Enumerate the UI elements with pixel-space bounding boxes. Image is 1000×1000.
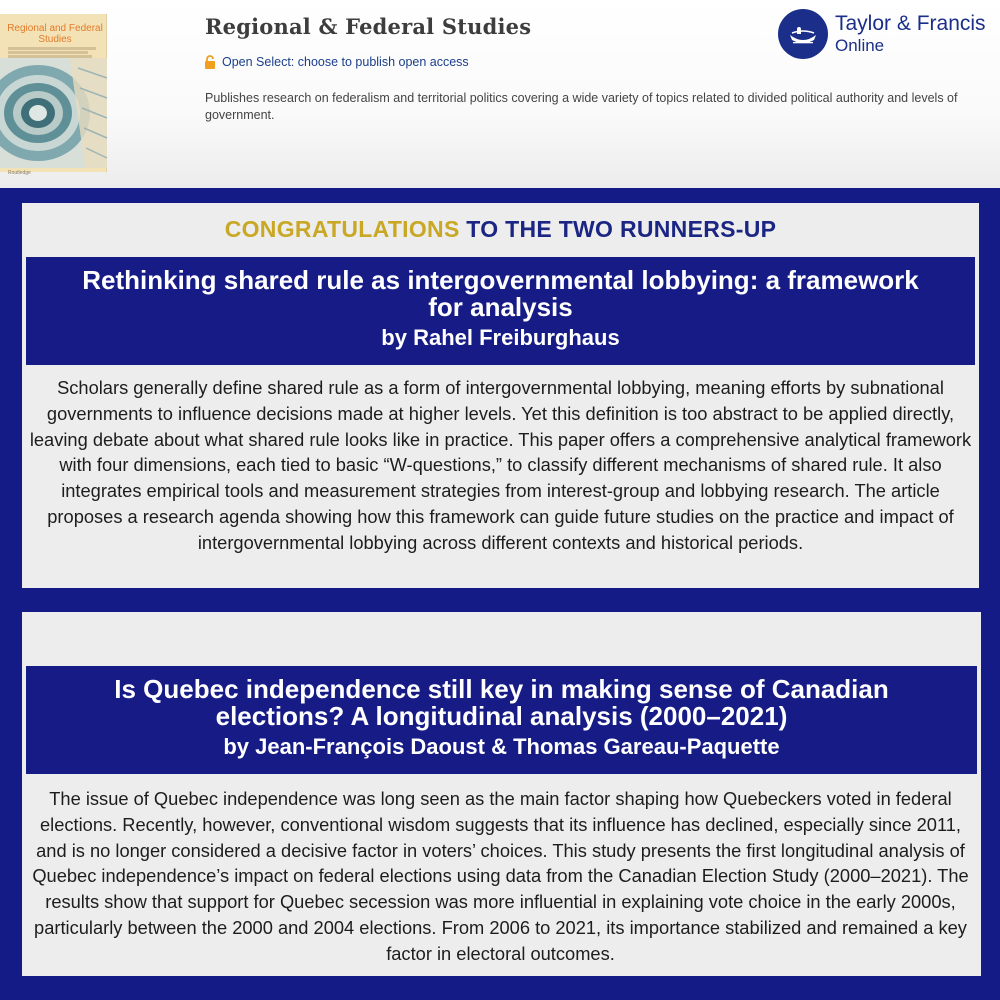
paper-author-2: by Jean-François Daoust & Thomas Gareau-Paquette: [223, 734, 780, 759]
paper-title-2[interactable]: Is Quebec independence still key in making sense of Canadian elections? A longitudinal analysis (2000–2021): [114, 674, 889, 731]
cover-publisher-logo: Routledge: [8, 170, 31, 176]
cover-spiral-art: [0, 58, 107, 168]
logo-online: Online: [835, 36, 885, 55]
taylor-francis-logo[interactable]: [778, 9, 986, 59]
logo-name: Taylor & Francis: [835, 12, 986, 35]
lock-icon: [204, 55, 216, 69]
cover-title: Regional and Federal Studies: [7, 23, 103, 45]
runner-up-card-1: [22, 203, 979, 588]
taylor-francis-logo-icon: [778, 9, 828, 59]
congratulations-highlight: CONGRATULATIONS: [224, 216, 460, 242]
paper-title-band-1: [26, 257, 975, 365]
paper-title-1[interactable]: Rethinking shared rule as intergovernmental lobbying: a framework for analysis: [82, 265, 919, 322]
congratulations-heading: [22, 216, 979, 243]
open-select-label: Open Select: choose to publish open access: [222, 55, 469, 69]
journal-title[interactable]: Regional & Federal Studies: [205, 14, 532, 39]
open-select-link[interactable]: [204, 55, 469, 69]
paper-author-1: by Rahel Freiburghaus: [381, 325, 620, 350]
congratulations-rest: TO THE TWO RUNNERS-UP: [459, 216, 777, 242]
paper-abstract-2: The issue of Quebec independence was long seen as the main factor shaping how Quebeckers voted in federal elections. Recently, however, conventional wisdom suggests that its influence has declined, especially since 2011, and is no longer considered a decisive factor in voters’ choices. This study presents the first longitudinal analysis of Quebec independence’s impact on federal elections using data from the Canadian Election Study (2000–2021). The results show that support for Quebec secession was more influential in explaining vote choice in the early 2000s, particularly between the 2000 and 2004 elections. From 2006 to 2021, its importance stabilized and remained a key factor in electoral outcomes.: [32, 788, 969, 964]
journal-header: [0, 0, 1000, 188]
paper-abstract-1: Scholars generally define shared rule as a form of intergovernmental lobbying, meaning efforts by subnational governments to influence decisions made at higher levels. Yet this definition is too abstract to be applied directly, leaving debate about what shared rule looks like in practice. This paper offers a comprehensive analytical framework with four dimensions, each tied to basic “W-questions,” to classify different mechanisms of shared rule. It also integrates empirical tools and measurement strategies from interest-group and lobbying research. The article proposes a research agenda showing how this framework can guide future studies on the practice and impact of intergovernmental lobbying across different contexts and historical periods.: [29, 377, 972, 553]
paper-title-band-2: [26, 666, 977, 774]
journal-description: Publishes research on federalism and territorial politics covering a wide variety of topics related to divided political authority and levels of government.: [205, 91, 958, 122]
runner-up-card-2: [22, 612, 981, 976]
journal-cover-image[interactable]: [0, 14, 107, 176]
